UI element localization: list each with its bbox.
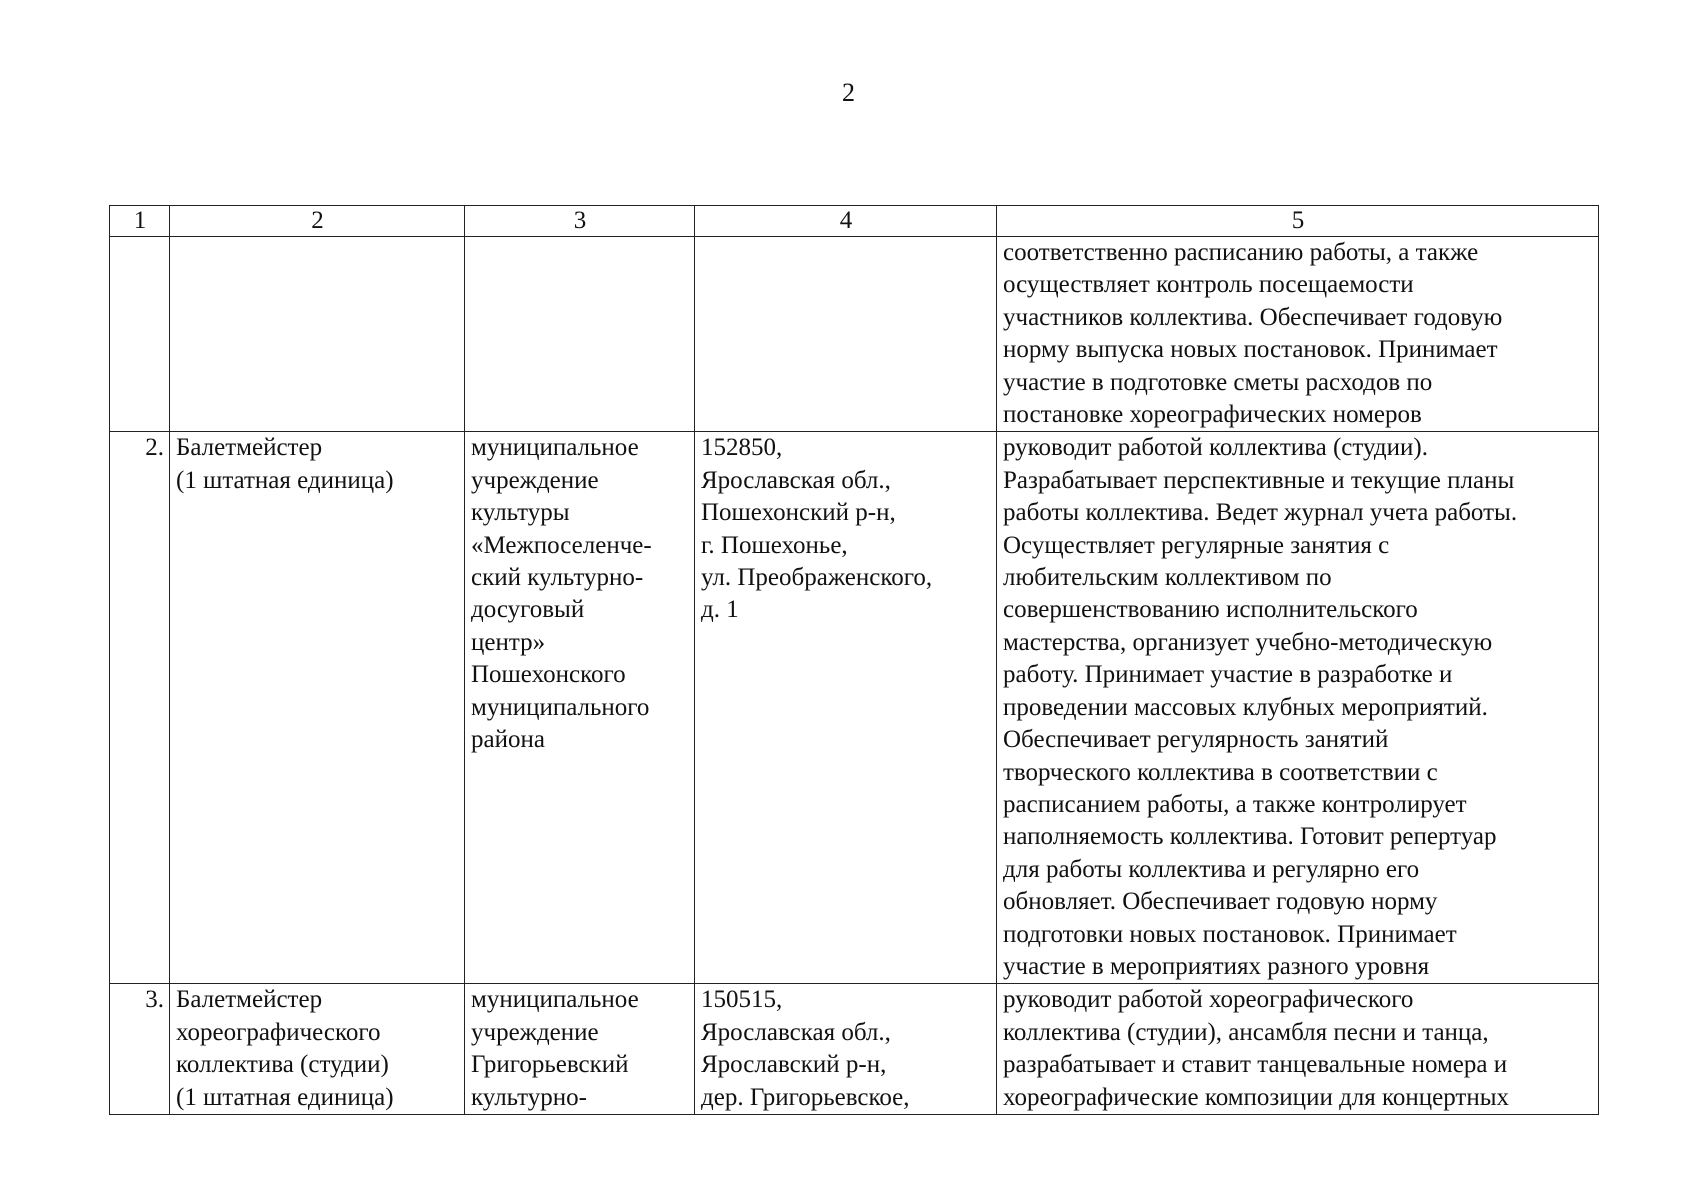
row-number <box>110 237 170 432</box>
table-row <box>110 432 1599 984</box>
institution-line: муниципальное <box>471 986 639 1014</box>
position-cell <box>170 237 465 432</box>
duties-line: участников коллектива. Обеспечивает годовую <box>1003 303 1503 331</box>
position-cell <box>170 984 465 1115</box>
duties-line: Разрабатывает перспективные и текущие планы <box>1003 466 1515 494</box>
duties-line: участие в подготовке сметы расходов по <box>1003 368 1433 396</box>
table-header-row <box>110 206 1599 237</box>
duties-line: работу. Принимает участие в разработке и <box>1003 661 1453 689</box>
row-number: 3. <box>110 984 170 1115</box>
institution-line: культуры <box>471 499 570 527</box>
address-line: д. 1 <box>701 596 739 624</box>
institution-line: учреждение <box>471 466 599 494</box>
address-line: 150515, <box>701 986 783 1014</box>
column-header-4: 4 <box>695 206 997 237</box>
institution-line: Пошехонского <box>471 661 626 689</box>
duties-line: Обеспечивает регулярность занятий <box>1003 726 1389 754</box>
address-line: г. Пошехонье, <box>701 531 848 559</box>
duties-line: Осуществляет регулярные занятия с <box>1003 531 1390 559</box>
position-line: Балетмейстер <box>176 986 323 1014</box>
institution-cell <box>465 432 695 984</box>
duties-line: расписанием работы, а также контролирует <box>1003 790 1467 818</box>
institution-line: центр» <box>471 628 546 656</box>
address-line: ул. Преображенского, <box>701 564 933 592</box>
institution-line: «Межпоселенче- <box>471 531 652 559</box>
duties-line: наполняемость коллектива. Готовит репертуар <box>1003 823 1497 851</box>
duties-line: руководит работой хореографического <box>1003 986 1414 1014</box>
duties-line: обновляет. Обеспечивает годовую норму <box>1003 888 1438 916</box>
duties-line: подготовки новых постановок. Принимает <box>1003 920 1457 948</box>
address-cell <box>695 237 997 432</box>
position-line: Балетмейстер <box>176 434 323 462</box>
institution-line: досуговый <box>471 596 585 624</box>
duties-line: совершенствованию исполнительского <box>1003 596 1418 624</box>
column-header-5: 5 <box>997 206 1599 237</box>
duties-line: творческого коллектива в соответствии с <box>1003 758 1438 786</box>
duties-line: постановке хореографических номеров <box>1003 401 1422 429</box>
positions-table <box>109 205 1599 1115</box>
position-line: (1 штатная единица) <box>176 466 394 494</box>
column-header-3: 3 <box>465 206 695 237</box>
page-number: 2 <box>842 78 855 107</box>
column-header-2: 2 <box>170 206 465 237</box>
duties-line: мастерства, организует учебно-методическую <box>1003 628 1493 656</box>
institution-line: ский культурно- <box>471 564 644 592</box>
duties-cell <box>997 984 1599 1115</box>
duties-line: разрабатывает и ставит танцевальные номера и <box>1003 1051 1508 1079</box>
address-line: Ярославская обл., <box>701 1018 891 1046</box>
address-cell <box>695 432 997 984</box>
address-line: 152850, <box>701 434 783 462</box>
duties-line: коллектива (студии), ансамбля песни и танца, <box>1003 1018 1489 1046</box>
duties-line: участие в мероприятиях разного уровня <box>1003 952 1430 980</box>
institution-cell <box>465 984 695 1115</box>
duties-line: соответственно расписанию работы, а также <box>1003 239 1479 266</box>
institution-line: муниципальное <box>471 434 639 462</box>
address-line: Ярославская обл., <box>701 466 891 494</box>
duties-line: норму выпуска новых постановок. Принимает <box>1003 336 1498 364</box>
duties-line: любительским коллективом по <box>1003 564 1332 592</box>
address-cell <box>695 984 997 1115</box>
address-line: Пошехонский р-н, <box>701 499 896 527</box>
duties-cell <box>997 237 1599 432</box>
position-line: (1 штатная единица) <box>176 1083 394 1111</box>
institution-line: Григорьевский <box>471 1051 629 1079</box>
institution-line: района <box>471 726 545 754</box>
column-header-1: 1 <box>110 206 170 237</box>
row-number: 2. <box>110 432 170 984</box>
address-line: Ярославский р-н, <box>701 1051 887 1079</box>
duties-cell <box>997 432 1599 984</box>
duties-line: хореографические композиции для концертных <box>1003 1083 1510 1111</box>
table-row <box>110 237 1599 432</box>
position-line: коллектива (студии) <box>176 1051 389 1079</box>
duties-line: для работы коллектива и регулярно его <box>1003 855 1420 883</box>
duties-line: руководит работой коллектива (студии). <box>1003 434 1428 462</box>
duties-line: осуществляет контроль посещаемости <box>1003 271 1414 299</box>
position-line: хореографического <box>176 1018 381 1046</box>
duties-line: проведении массовых клубных мероприятий. <box>1003 693 1488 721</box>
institution-line: культурно- <box>471 1083 587 1111</box>
duties-line: работы коллектива. Ведет журнал учета работы. <box>1003 499 1518 527</box>
institution-cell <box>465 237 695 432</box>
institution-line: муниципального <box>471 693 650 721</box>
table-row <box>110 984 1599 1115</box>
position-cell <box>170 432 465 984</box>
address-line: дер. Григорьевское, <box>701 1083 910 1111</box>
institution-line: учреждение <box>471 1018 599 1046</box>
